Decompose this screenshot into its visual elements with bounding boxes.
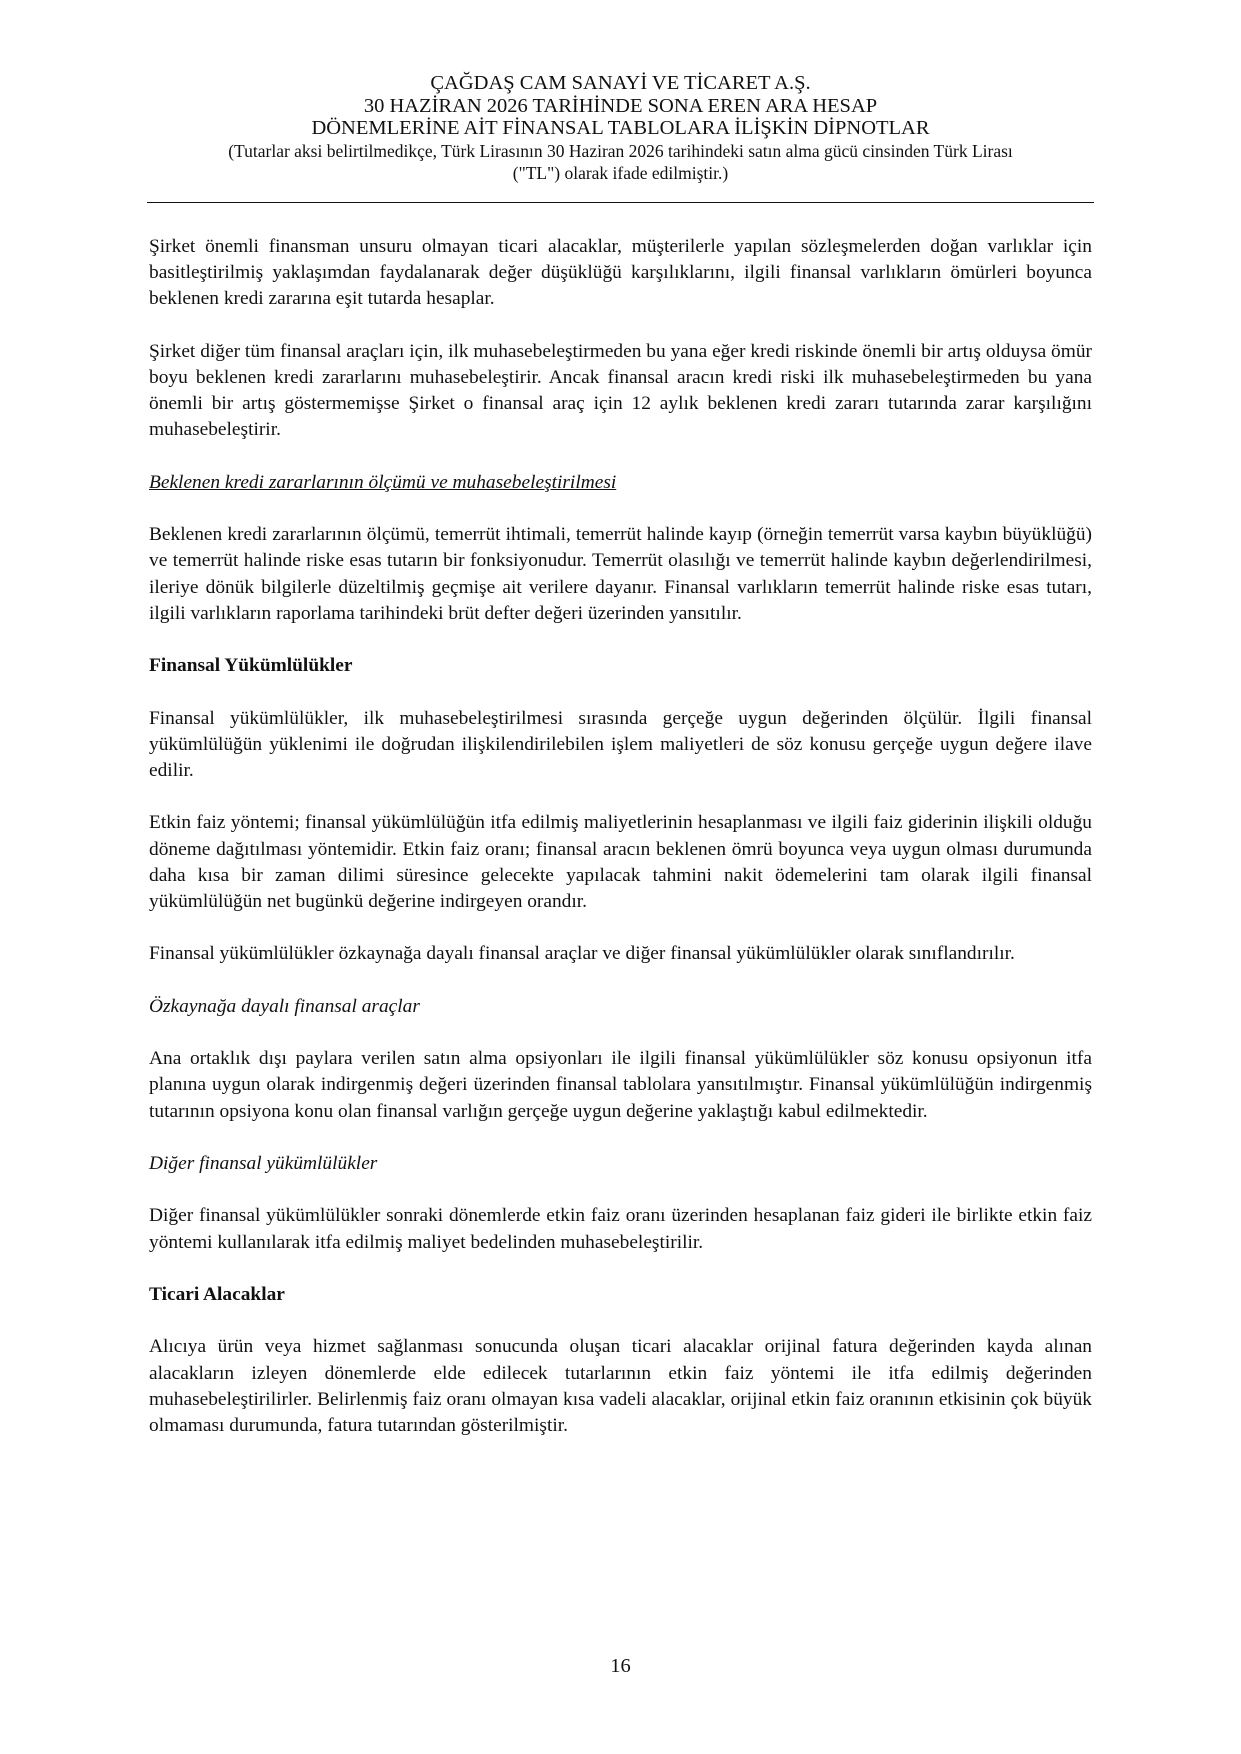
paragraph: Alıcıya ürün veya hizmet sağlanması sonucunda oluşan ticari alacaklar orijinal fatura değerinden kayda alınan alacakların izleyen dönemlerde elde edilecek tutarlarının etkin faiz yöntemi ile itfa edilmiş değerinden muhasebeleştirilirler. Belirlenmiş faiz oranı olmayan kısa vadeli alacaklar, orijinal etkin faiz oranının etkisinin çok büyük olmaması durumunda, fatura tutarından gösterilmiştir. [149, 1336, 1092, 1436]
paragraph: Diğer finansal yükümlülükler sonraki dönemlerde etkin faiz oranı üzerinden hesaplanan faiz gideri ile birlikte etkin faiz yöntemi kullanılarak itfa edilmiş maliyet bedelinden muhasebeleştirilir. [149, 1205, 1092, 1253]
page-number: 16 [610, 1655, 631, 1677]
report-title: DÖNEMLERİNE AİT FİNANSAL TABLOLARA İLİŞKİN DİPNOTLAR [311, 117, 930, 139]
header-divider [147, 202, 1094, 203]
paragraph: Şirket diğer tüm finansal araçları için, ilk muhasebeleştirmeden bu yana eğer kredi riskinde önemli bir artış olduysa ömür boyu beklenen kredi zararlarını muhasebeleştirir. Ancak finansal aracın kredi riski ilk muhasebeleştirmeden bu yana önemli bir artış göstermemişse Şirket o finansal araç için 12 aylık beklenen kredi zararı tutarında zarar karşılığını muhasebeleştirir. [149, 340, 1092, 441]
section-heading-equity-instruments: Özkaynağa dayalı finansal araçlar [149, 995, 420, 1017]
currency-note-line1: (Tutarlar aksi belirtilmedikçe, Türk Lirasının 30 Haziran 2026 tarihindeki satın alma gücü cinsinden Türk Lirası [228, 140, 1013, 161]
paragraph: Beklenen kredi zararlarının ölçümü, temerrüt ihtimali, temerrüt halinde kayıp (örneğin temerrüt varsa kaybın büyüklüğü) ve temerrüt halinde riske esas tutarın bir fonksiyonudur. Temerrüt olasılığı ve temerrüt halinde kaybın değerlendirilmesi, ileriye dönük bilgilerle düzeltilmiş geçmişe ait verilere dayanır. Finansal varlıkların temerrüt halinde riske esas tutarı, ilgili varlıkların raporlama tarihindeki brüt defter değeri üzerinden yansıtılır. [149, 524, 1092, 624]
section-heading-financial-liabilities: Finansal Yükümlülükler [149, 655, 353, 677]
paragraph: Şirket önemli finansman unsuru olmayan ticari alacaklar, müşterilerle yapılan sözleşmelerden doğan varlıklar için basitleştirilmiş yaklaşımdan faydalanarak değer düşüklüğü karşılıklarını, ilgili finansal varlıkların ömürleri boyunca beklenen kredi zararına eşit tutarda hesaplar. [149, 236, 1092, 310]
paragraph: Finansal yükümlülükler, ilk muhasebeleştirilmesi sırasında gerçeğe uygun değerinden ölçülür. İlgili finansal yükümlülüğün yüklenimi ile doğrudan ilişkilendirilebilen işlem maliyetleri de söz konusu gerçeğe uygun değere ilave edilir. [149, 707, 1092, 781]
paragraph: Ana ortaklık dışı paylara verilen satın alma opsiyonları ile ilgili finansal yükümlülükler söz konusu opsiyonun itfa planına uygun olarak indirgenmiş değeri üzerinden finansal tablolara yansıtılmıştır. Finansal yükümlülüğün indirgenmiş tutarının opsiyona konu olan finansal varlığın gerçeğe uygun değerine yaklaştığı kabul edilmektedir. [149, 1048, 1092, 1122]
paragraph: Etkin faiz yöntemi; finansal yükümlülüğün itfa edilmiş maliyetlerinin hesaplanması ve ilgili faiz giderinin ilişkili olduğu döneme dağıtılması yöntemidir. Etkin faiz oranı; finansal aracın beklenen ömrü boyunca veya uygun olması durumunda daha kısa bir zaman dilimi süresince gelecekte yapılacak tahmini nakit ödemelerini tam olarak ilgili finansal yükümlülüğün net bugünkü değerine indirgeyen orandır. [149, 812, 1092, 912]
currency-note-line2: ("TL") olarak ifade edilmiştir.) [512, 162, 729, 183]
section-heading-expected-credit-loss: Beklenen kredi zararlarının ölçümü ve muhasebeleştirilmesi [149, 471, 617, 493]
page-header [147, 72, 1094, 184]
page-body [149, 234, 1092, 1439]
company-name: ÇAĞDAŞ CAM SANAYİ VE TİCARET A.Ş. [430, 72, 811, 94]
report-period: 30 HAZİRAN 2026 TARİHİNDE SONA EREN ARA HESAP [363, 94, 878, 117]
section-heading-trade-receivables: Ticari Alacaklar [149, 1283, 285, 1305]
section-heading-other-liabilities: Diğer finansal yükümlülükler [149, 1152, 378, 1174]
paragraph: Finansal yükümlülükler özkaynağa dayalı finansal araçlar ve diğer finansal yükümlülükler olarak sınıflandırılır. [149, 943, 1015, 965]
